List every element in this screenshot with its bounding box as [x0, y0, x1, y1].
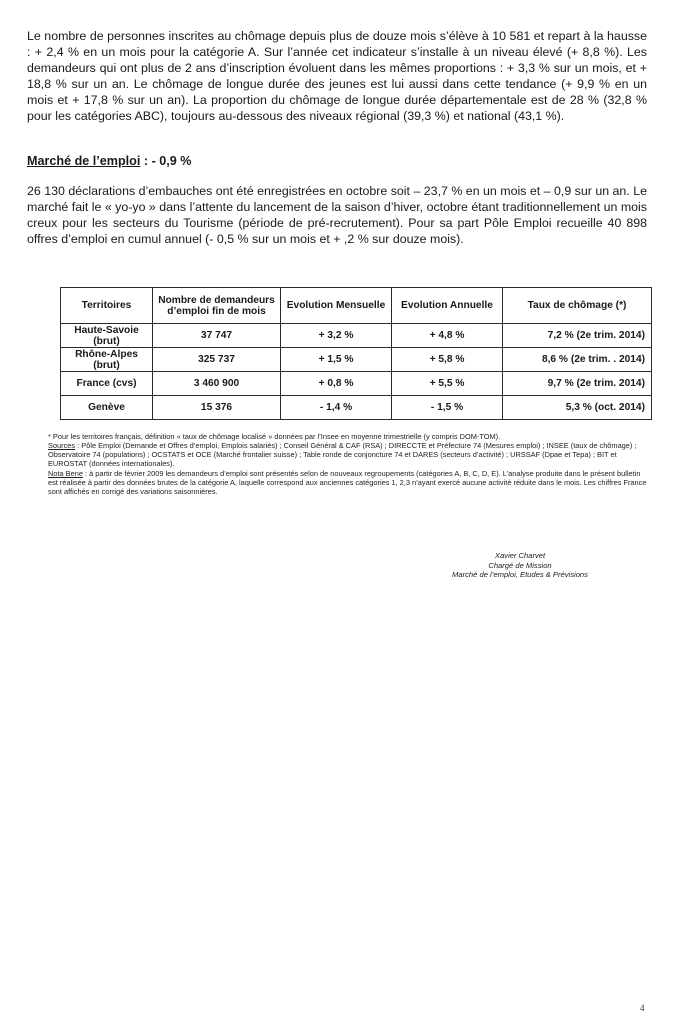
cell-taux: 9,7 % (2e trim. 2014) [503, 372, 652, 396]
nota-bene-label: Nota Bene [48, 469, 83, 478]
section-heading-job-market [27, 154, 191, 168]
paragraph-hiring-declarations: 26 130 déclarations d’embauches ont été enregistrées en octobre soit – 23,7 % en un mois et – 0,9 sur un an. Le marché fait le « yo-yo » dans l’attente du lancement de la saison d’hiver, octobre étant traditionnellement un mois creux pour les secteurs du Tourisme (période de pré-recrutement). Pour sa part Pôle Emploi recueille 40 898 offres d’emploi en cumul annuel (- 0,5 % sur un mois et + ,2 % sur douze mois). [27, 184, 647, 246]
sources-text: : Pôle Emploi (Demande et Offres d’emploi, Emplois salariés) ; Conseil Général & CAF (RSA) ; DIRECCTE et Préfecture 74 (Mesures emploi) ; INSEE (taux de chômage) ; Observatoire 74 (populations) ; OCSTATS et OCE (Marché frontalier suisse) ; Table ronde de conjoncture 74 et DARES (secteurs d’activité) ; URSSAF (Dpae et Tepa) ; BIT et EUROSTAT (données internationales). [48, 441, 637, 469]
cell-demandeurs: 37 747 [153, 324, 281, 348]
section-heading-title: Marché de l’emploi [27, 154, 141, 168]
section-heading-value: : - 0,9 % [140, 154, 192, 168]
cell-demandeurs: 3 460 900 [153, 372, 281, 396]
cell-taux: 7,2 % (2e trim. 2014) [503, 324, 652, 348]
unemployment-table [60, 287, 652, 420]
signature-role: Chargé de Mission [488, 560, 552, 570]
paragraph-long-term-unemployment: Le nombre de personnes inscrites au chômage depuis plus de douze mois s’élève à 10 581 et repart à la hausse : + 2,4 % en un mois pour la catégorie A. Sur l’année cet indicateur s’installe à un niveau élevé (+ 8,8 %). Les demandeurs qui ont plus de 2 ans d’inscription évoluent dans les mêmes proportions : + 3,3 % sur un mois, et + 18,8 % sur un an. Le chômage de longue durée des jeunes est lui aussi dans cette tendance (+ 9,9 % en un mois et + 17,8 % sur un an). La proportion du chômage de longue durée départementale est de 28 % (32,8 % pour les catégories ABC), toujours au-dessous des niveaux régional (39,3 %) et national (43,1 %). [27, 29, 647, 123]
cell-mensuelle: - 1,4 % [281, 396, 392, 420]
page-number: 4 [640, 1003, 645, 1013]
cell-territoire: France (cvs) [61, 372, 153, 396]
table-header-row [61, 288, 652, 324]
signature-department: Marché de l’emploi, Etudes & Prévisions [452, 570, 588, 580]
cell-territoire: Haute-Savoie (brut) [61, 324, 153, 348]
footnote-definition: * Pour les territoires français, définition « taux de chômage localisé » données par l’Insee en moyenne trimestrielle (y compris DOM-TOM). [48, 432, 501, 441]
cell-territoire: Genève [61, 396, 153, 420]
table-row [61, 324, 652, 348]
table-row [61, 372, 652, 396]
signature-name: Xavier Charvet [494, 551, 546, 560]
cell-mensuelle: + 0,8 % [281, 372, 392, 396]
header-taux-chomage: Taux de chômage (*) [503, 288, 652, 324]
cell-taux: 8,6 % (2e trim. . 2014) [503, 348, 652, 372]
cell-demandeurs: 325 737 [153, 348, 281, 372]
signature-block [420, 551, 620, 580]
sources-label: Sources [48, 441, 76, 450]
header-evolution-mensuelle: Evolution Mensuelle [281, 288, 392, 324]
header-demandeurs: Nombre de demandeurs d’emploi fin de mois [153, 288, 281, 324]
header-territoires: Territoires [61, 288, 153, 324]
cell-taux: 5,3 % (oct. 2014) [503, 396, 652, 420]
cell-annuelle: + 5,5 % [392, 372, 503, 396]
footnote-sources [48, 441, 648, 469]
table-row [61, 348, 652, 372]
cell-mensuelle: + 3,2 % [281, 324, 392, 348]
footnote-nota-bene [48, 469, 648, 497]
cell-annuelle: + 4,8 % [392, 324, 503, 348]
cell-demandeurs: 15 376 [153, 396, 281, 420]
header-evolution-annuelle: Evolution Annuelle [392, 288, 503, 324]
cell-annuelle: + 5,8 % [392, 348, 503, 372]
cell-annuelle: - 1,5 % [392, 396, 503, 420]
cell-mensuelle: + 1,5 % [281, 348, 392, 372]
table-row [61, 396, 652, 420]
cell-territoire: Rhône-Alpes (brut) [61, 348, 153, 372]
nota-bene-text: : à partir de février 2009 les demandeurs d’emploi sont présentés selon de nouveaux regroupements (catégories A, B, C, D, E). L’analyse produite dans le présent bulletin est réalisée à partir des données brutes de la catégorie A, laquelle correspond aux anciennes catégories 1, 2,3 n’ayant exercé aucune activité réduite dans le mois. Les chiffres France sont affichés en corrigé des variations saisonnières. [48, 469, 647, 497]
